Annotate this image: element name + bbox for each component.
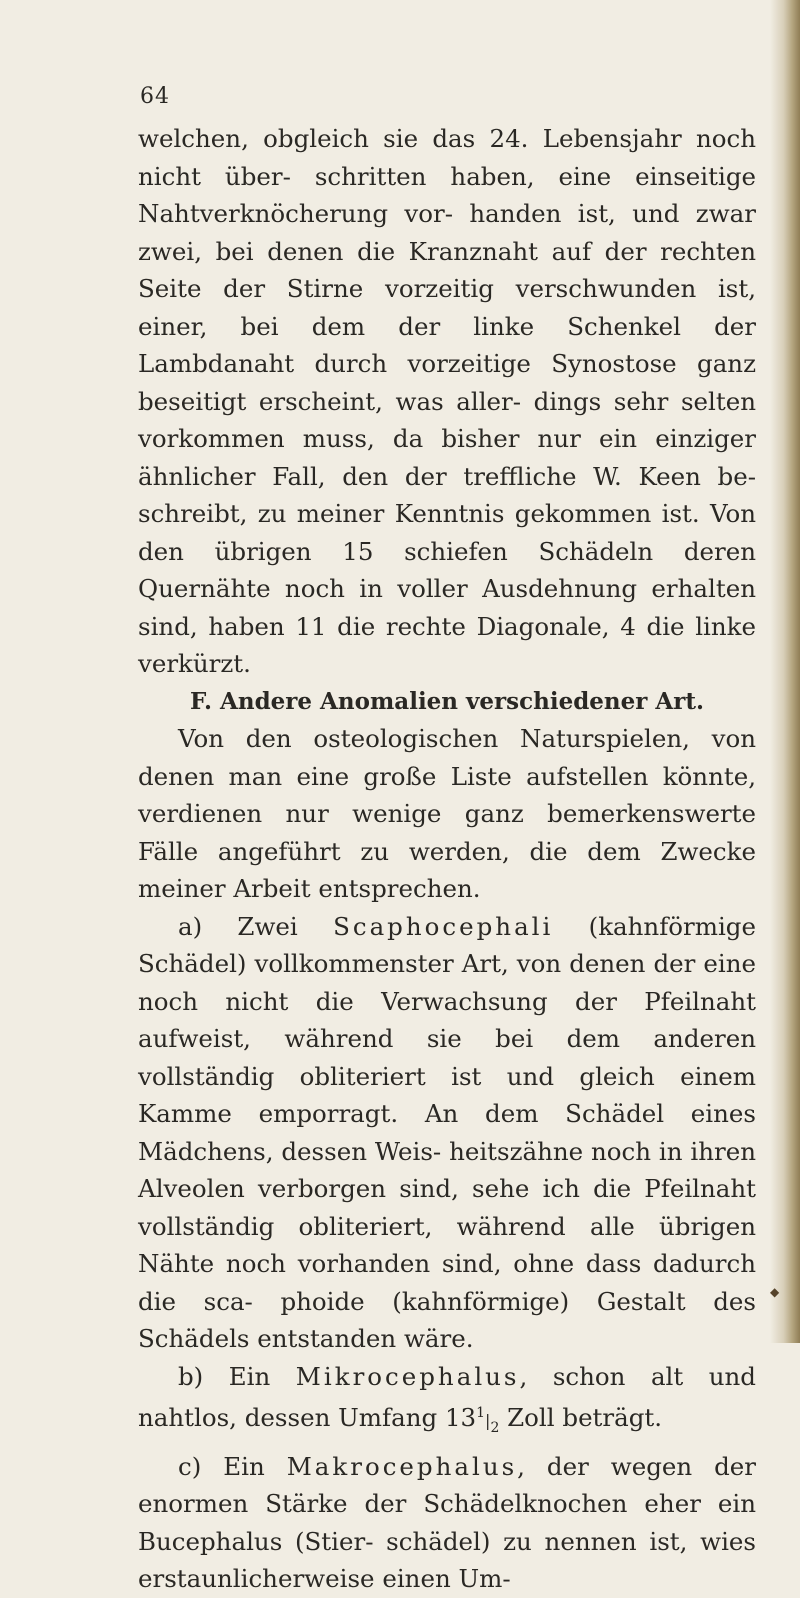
body-text xyxy=(138,120,756,1598)
item-a-term: Scaphocephali xyxy=(333,911,554,941)
item-b-text-after: Zoll beträgt. xyxy=(499,1403,663,1433)
item-b: b) Ein Mikrocephalus, schon alt und nahtlos, dessen Umfang $13^1|_2$ Zoll beträgt. xyxy=(138,1361,756,1437)
print-mark: ◆ xyxy=(770,1285,780,1299)
item-c-text: , der wegen der enormen Stärke der Schädelknochen eher ein Bucephalus (Stier- schädel) zu nennen ist, wies erstaunlicherweise einen Um- xyxy=(138,1451,757,1594)
paragraph-2: Von den osteologischen Naturspielen, von denen man eine große Liste aufstellen könnte, verdienen nur wenige ganz bemerkenswerte Fälle angeführt zu werden, die dem Zwecke meiner Arbeit entsprechen. xyxy=(138,724,756,903)
item-a-text: (kahnförmige Schädel) vollkommenster Art, von denen der eine noch nicht die Verwachsung der Pfeilnaht aufweist, während sie bei dem anderen vollständig obliteriert ist und gleich einem Kamme emporragt. An dem Schädel eines Mädchens, dessen Weis- heitszähne noch in ihren Alveolen verborgen sind, sehe ich die Pfeilnaht vollständig obliteriert, während alle übrigen Nähte noch vorhanden sind, ohne dass dadurch die sca- phoide (kahnförmige) Gestalt des Schädels entstanden wäre. xyxy=(138,911,756,1353)
item-b-fraction-numerator: 1 xyxy=(476,1405,486,1421)
item-c xyxy=(138,1448,756,1598)
item-b-fraction-denominator: 2 xyxy=(490,1420,500,1437)
item-c-term: Makrocephalus xyxy=(286,1451,518,1481)
page-number: 64 xyxy=(140,84,170,109)
section-heading: F. Andere Anomalien verschiedener Art. xyxy=(189,687,704,715)
item-b-text-before: , schon alt und nahtlos, dessen Umfang 13 xyxy=(138,1361,756,1433)
page-edge-shadow xyxy=(770,0,800,1343)
item-a xyxy=(138,908,756,1358)
item-b-prefix: b) Ein xyxy=(178,1361,271,1391)
item-c-prefix: c) Ein xyxy=(178,1451,265,1481)
item-a-prefix: a) Zwei xyxy=(178,911,298,941)
item-b-term: Mikrocephalus xyxy=(295,1361,520,1391)
paragraph-1: welchen, obgleich sie das 24. Lebensjahr noch nicht über- schritten haben, eine einseitige Nahtverknöcherung vor- handen ist, und zwar zwei, bei denen die Kranznaht auf der rechten Seite der Stirne vorzeitig verschwunden ist, einer, bei dem der linke Schenkel der Lambdanaht durch vorzeitige Synostose ganz beseitigt erscheint, was aller- dings sehr selten vorkommen muss, da bisher nur ein einziger ähnlicher Fall, den der treffliche W. Keen be- schreibt, zu meiner Kenntnis gekommen ist. Von den übrigen 15 schiefen Schädeln deren Quernähte noch in voller Ausdehnung erhalten sind, haben 11 die rechte Diagonale, 4 die linke verkürzt. xyxy=(138,124,756,678)
